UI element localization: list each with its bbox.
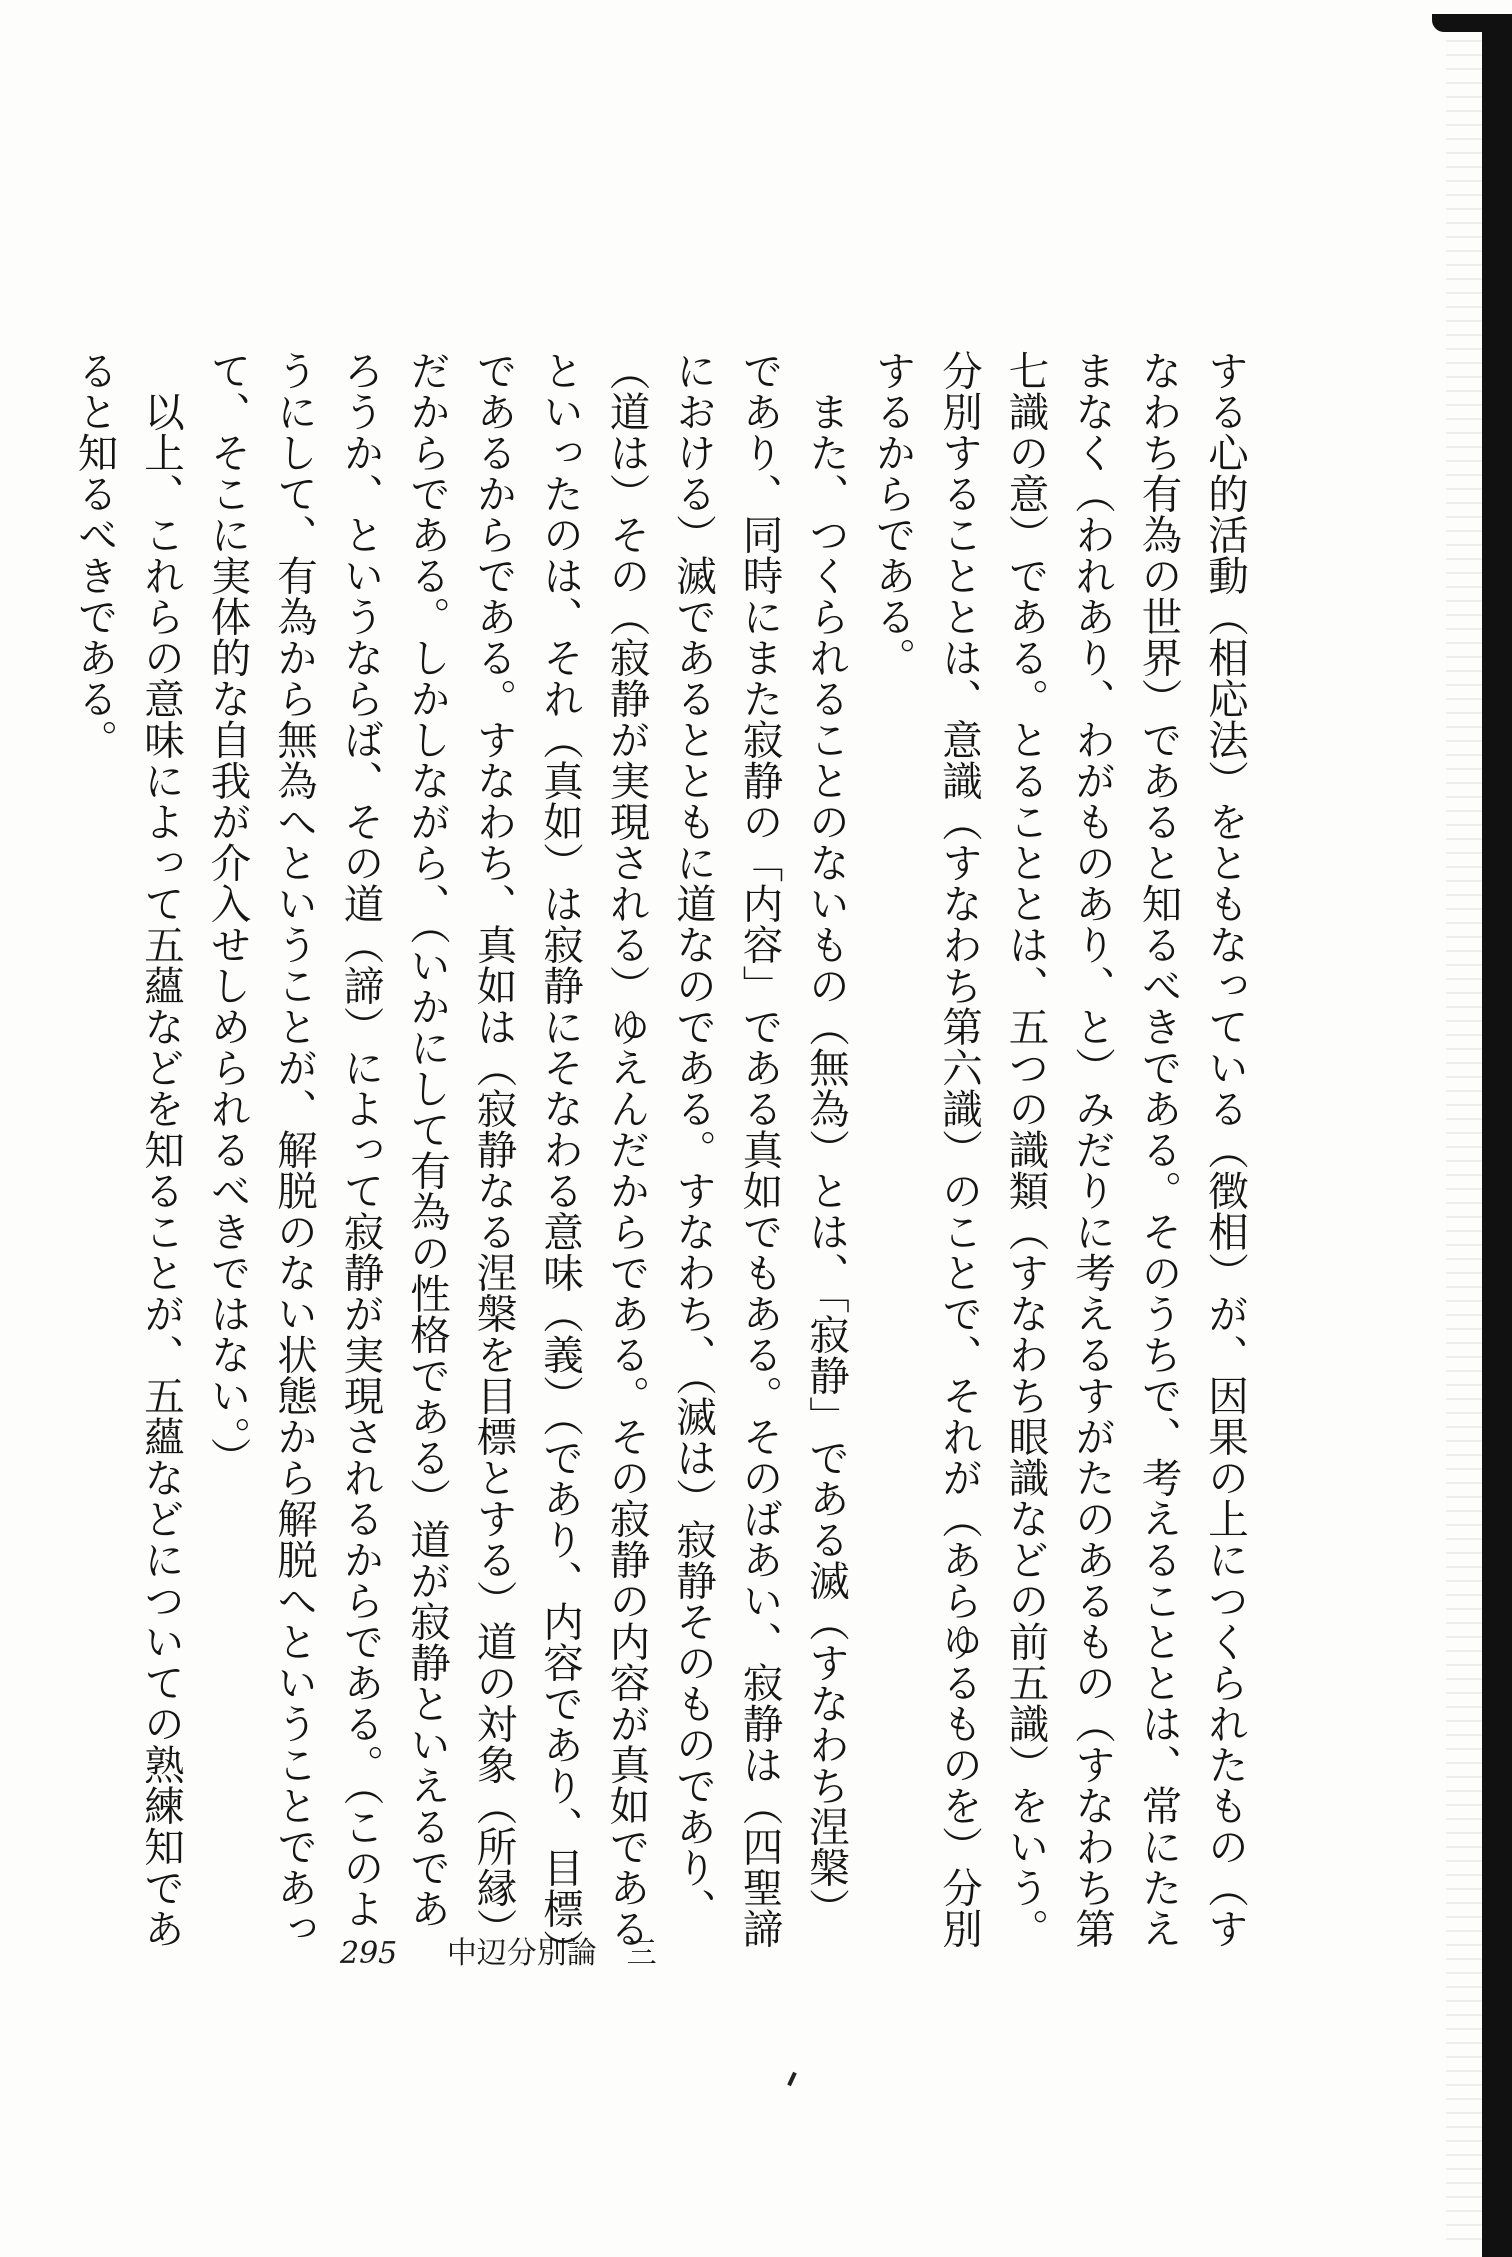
scan-mark (787, 2072, 797, 2086)
paragraph-1: する心的活動（相応法）をともなっている（徴相）が、因果の上につくられたもの（すなわち有為の世界）であると知るべきである。そのうちで、考えることとは、常にたえまなく（われあり、わがものあり、と）みだりに考えるすがたのあるもの（すなわち第七識の意）である。とることとは、五つの識類（すなわち眼識などの前五識）をいう。分別することとは、意識（すなわち第六識）のことで、それが（あらゆるものを）分別するからである。 (868, 350, 1249, 1949)
running-title: 中辺分別論 三 (446, 1936, 657, 1971)
paragraph-2: また、つくられることのないもの（無為）とは、「寂静」である滅（すなわち涅槃）であり、同時にまた寂静の「内容」である真如でもある。そのばあい、寂静は（四聖諦における）滅であるとともに道なのである。すなわち、（滅は）寂静そのものであり、（道は）その（寂静が実現される）ゆえんだからである。その寂静の内容が真如であるといったのは、それ（真如）は寂静にそなわる意味（義）（であり、内容であり、目標）であるからである。すなわち、真如は（寂静なる涅槃を目標とする）道の対象（所縁）だからである。しかしながら、（いかにして有為の性格である）道が寂静といえるであろうか、というならば、その道（諦）によって寂静が実現されるからである。（このようにして、有為から無為へということが、解脱のない状態から解脱へということであって、そこに実体的な自我が介入せしめられるべきではない。） (203, 350, 850, 1950)
paragraph-3: 以上、これらの意味によって五蘊などを知ることが、五蘊などについての熟練知であると知るべきである。 (70, 350, 185, 1949)
binding-edge (1482, 18, 1512, 2257)
vertical-text-body (70, 350, 1258, 1960)
scan-speckle (1446, 40, 1482, 2240)
page-footer (340, 1928, 657, 1972)
page-number: 295 (340, 1936, 398, 1971)
